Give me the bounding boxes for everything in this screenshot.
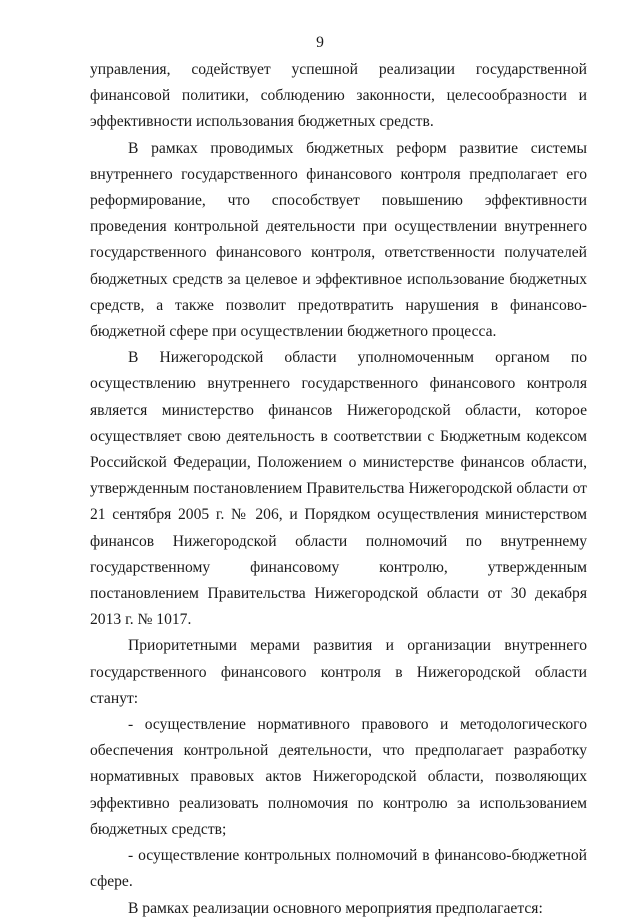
- paragraph-budget-reforms: В рамках проводимых бюджетных реформ развитие системы внутреннего государственного финансового контроля предполагает его реформирование, что способствует повышению эффективности проведения контрольной деятельности при осуществлении внутреннего государственного финансового контроля, ответственности получателей бюджетных средств за целевое и эффективное использование бюджетных средств, а также позволит предотвратить нарушения в финансово-бюджетной сфере при осуществлении бюджетного процесса.: [90, 139, 587, 341]
- paragraph-authorized-body: В Нижегородской области уполномоченным органом по осуществлению внутреннего государственного финансового контроля является министерство финансов Нижегородской области, которое осуществляет свою деятельность в соответствии с Бюджетным кодексом Российской Федерации, Положением о министерстве финансов области, утвержденным постановлением Правительства Нижегородской области от 21 сентября 2005 г. № 206, и Порядком осуществления министерством финансов Нижегородской области полномочий по внутреннему государственному финансовому контролю, утвержденным постановлением Правительства Нижегородской области от 30 декабря 2013 г. № 1017.: [90, 349, 587, 629]
- paragraph-priority-measures: Приоритетными мерами развития и организации внутреннего государственного финансового контроля в Нижегородской области станут:: [90, 637, 587, 707]
- paragraph-continuation: управления, содействует успешной реализации государственной финансовой политики, соблюдению законности, целесообразности и эффективности использования бюджетных средств.: [90, 61, 587, 131]
- paragraph-main-activity: В рамках реализации основного мероприятия предполагается:: [128, 899, 543, 917]
- page-number: 9: [316, 34, 324, 51]
- body-text: [90, 57, 587, 922]
- list-item-control-powers: - осуществление контрольных полномочий в финансово-бюджетной сфере.: [90, 847, 587, 891]
- list-item-regulatory-support: - осуществление нормативного правового и методологического обеспечения контрольной деятельности, что предполагает разработку нормативных правовых актов Нижегородской области, позволяющих эффективно реализовать полномочия по контролю за использованием бюджетных средств;: [90, 716, 587, 838]
